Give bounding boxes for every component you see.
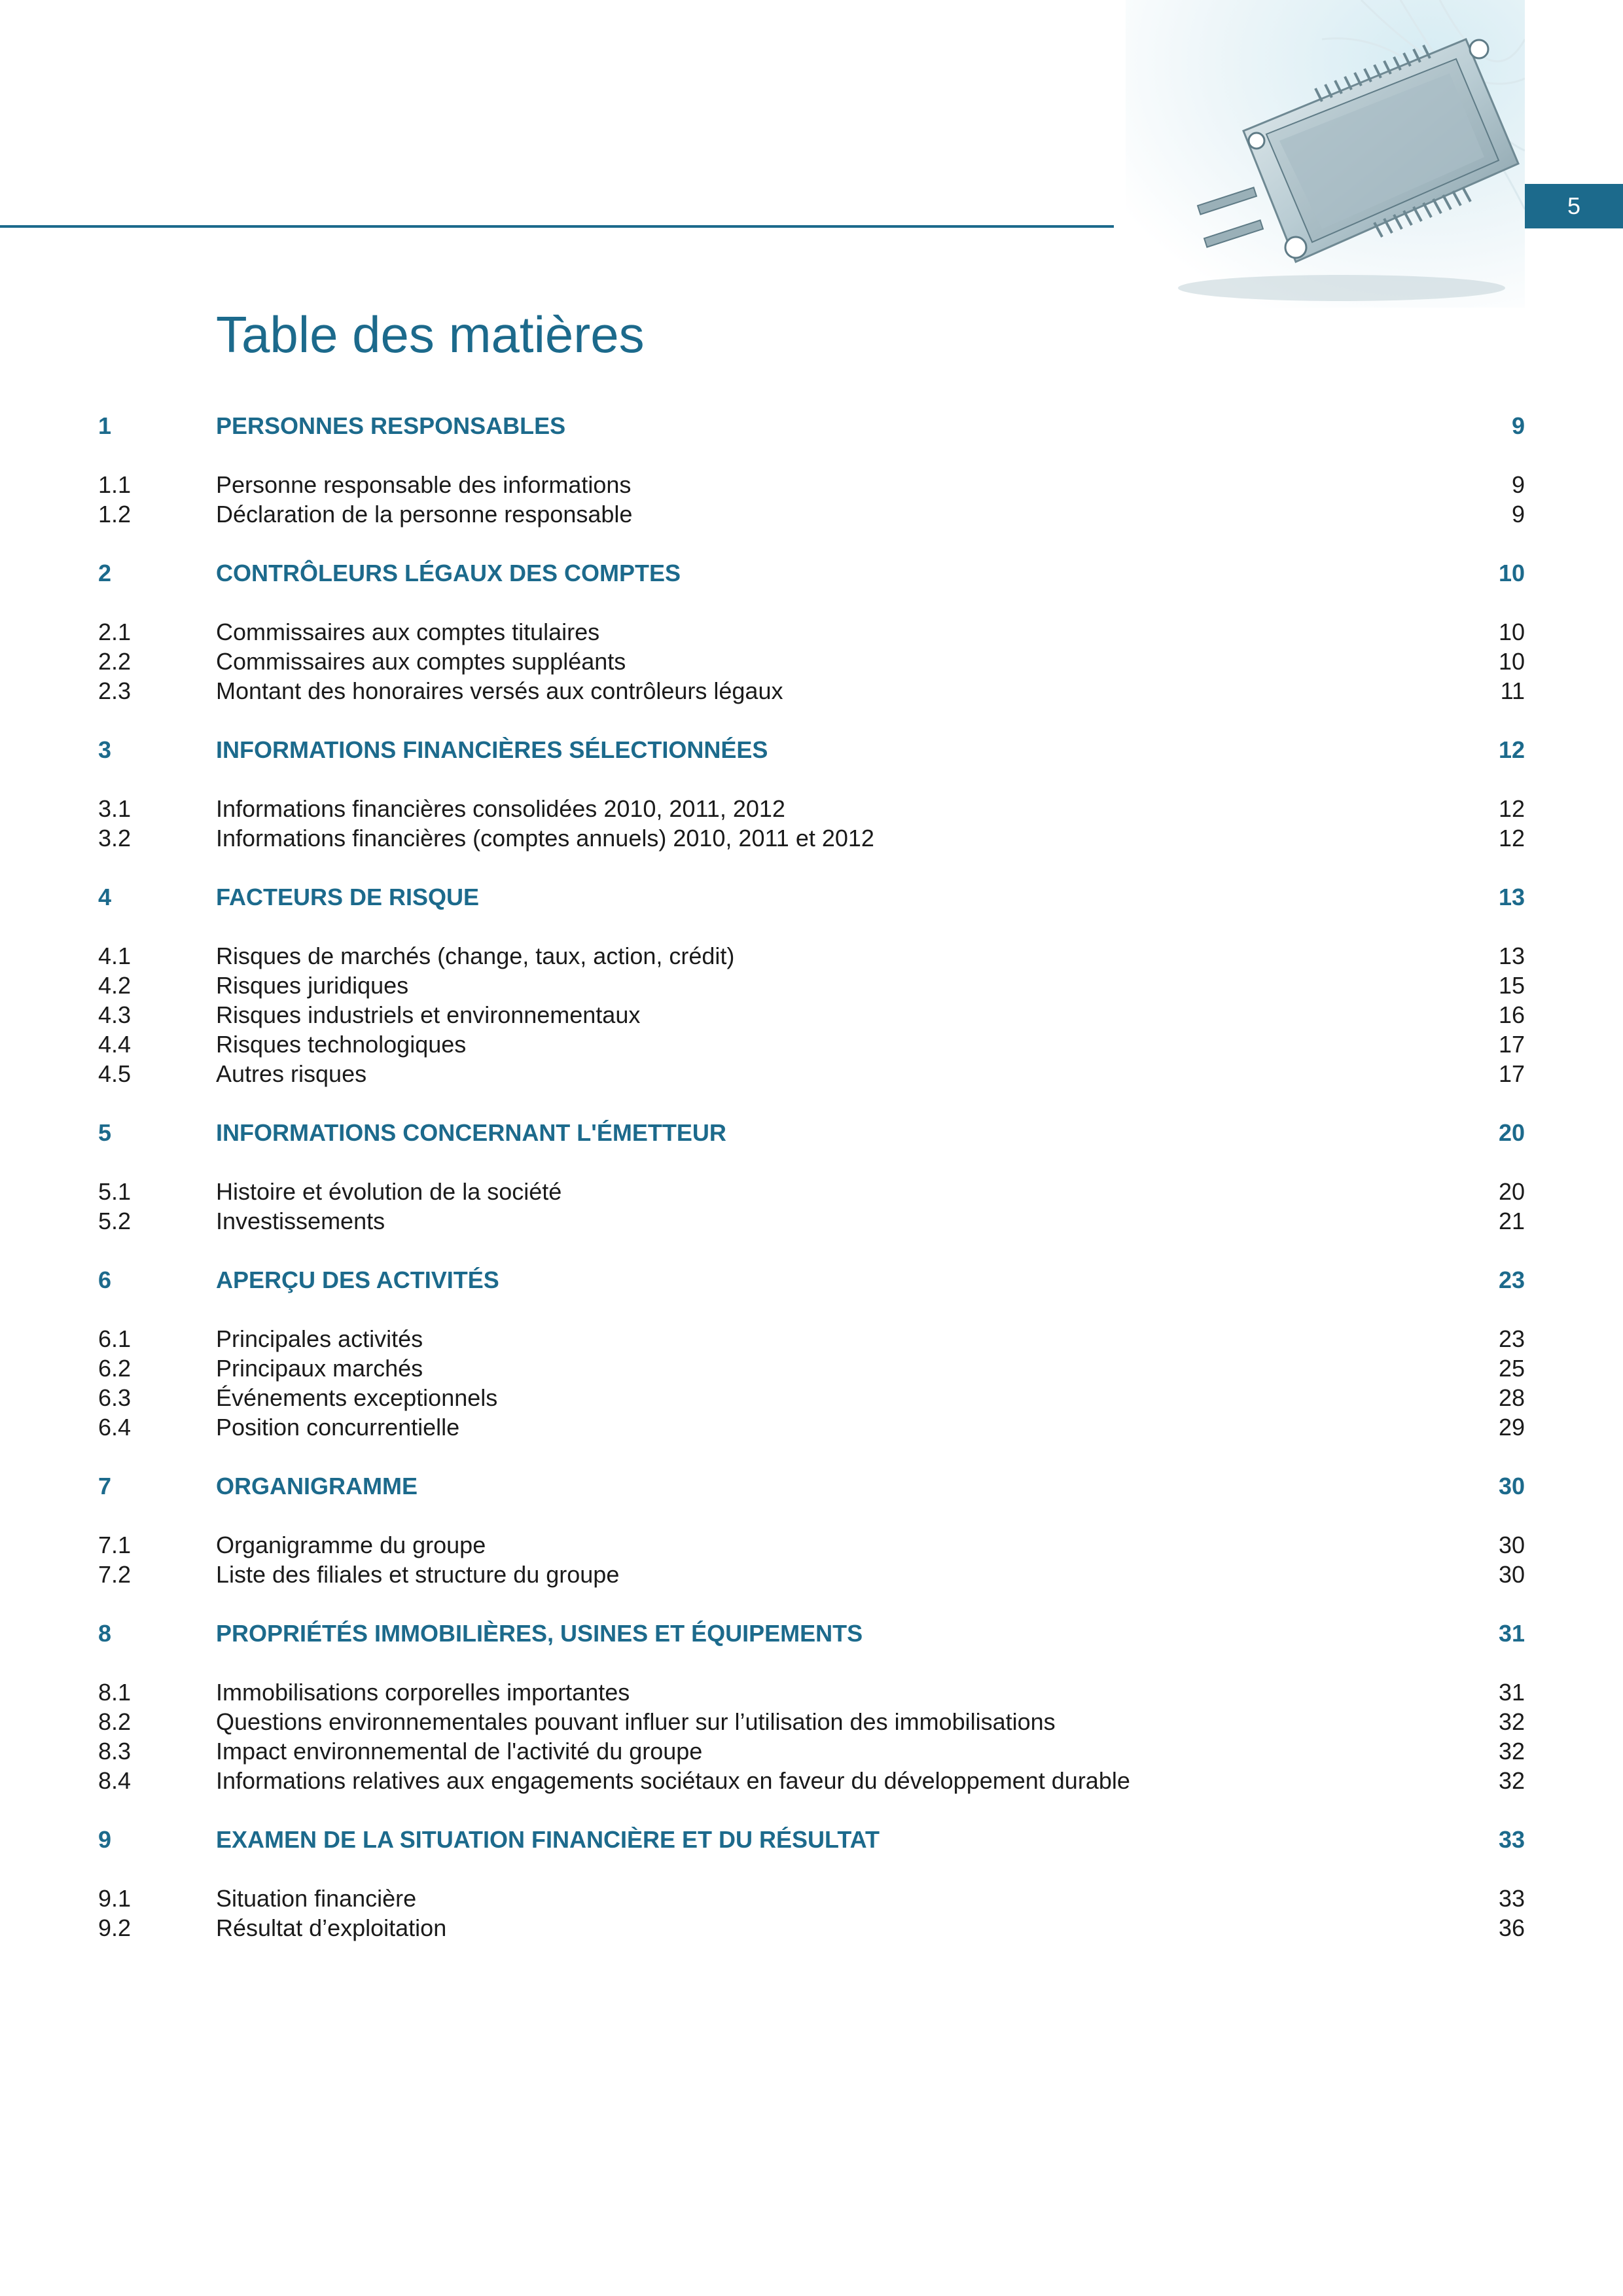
toc-entry-title: Informations financières consolidées 2010, 2011, 2012 [216,795,785,822]
toc-entry-page: 20 [1498,1178,1525,1205]
toc-entry-number: 7.2 [98,1561,132,1588]
toc-entry-page: 12 [1498,825,1525,852]
toc-entry-number: 2.2 [98,648,132,675]
toc-entry-title: Risques industriels et environnementaux [216,1001,641,1028]
toc-entry-page: 25 [1498,1355,1525,1382]
toc-spacer [98,1088,1525,1118]
toc-spacer [98,1295,1525,1324]
toc-entry-page: 29 [1498,1414,1525,1441]
toc-spacer [98,1854,1525,1884]
toc-section-row[interactable] [98,499,1525,529]
toc-entry-page: 9 [1511,471,1525,498]
toc-chapter-row[interactable] [98,1619,1525,1648]
electronic-package-illustration [1126,0,1525,308]
toc-section-row[interactable] [98,1736,1525,1766]
toc-entry-page: 13 [1498,884,1525,910]
table-of-contents [98,411,1525,1972]
toc-entry-number: 4.5 [98,1060,132,1087]
toc-section-row[interactable] [98,1000,1525,1030]
toc-entry-title: Événements exceptionnels [216,1384,498,1411]
toc-entry-page: 21 [1498,1208,1525,1234]
toc-entry-page: 17 [1498,1031,1525,1058]
toc-entry-page: 10 [1498,648,1525,675]
toc-entry-page: 13 [1498,942,1525,969]
toc-entry-title: Montant des honoraires versés aux contrôleurs légaux [216,677,783,704]
toc-title: Table des matières [216,306,645,363]
toc-entry-title: PERSONNES RESPONSABLES [216,412,566,439]
toc-entry-page: 15 [1498,972,1525,999]
toc-entry-page: 31 [1498,1620,1525,1647]
toc-entry-number: 4.1 [98,942,132,969]
toc-section-row[interactable] [98,794,1525,823]
toc-entry-page: 11 [1500,677,1525,704]
toc-entry-title: Impact environnemental de l'activité du groupe [216,1738,703,1765]
header-rule [0,225,1114,228]
toc-entry-number: 6.4 [98,1414,132,1441]
toc-entry-page: 23 [1498,1266,1525,1293]
toc-entry-title: INFORMATIONS FINANCIÈRES SÉLECTIONNÉES [216,736,768,763]
toc-section-row[interactable] [98,823,1525,853]
toc-entry-title: Principales activités [216,1325,423,1352]
toc-entry-number: 6.2 [98,1355,132,1382]
toc-entry-number: 6 [98,1266,112,1293]
toc-entry-title: Risques de marchés (change, taux, action, crédit) [216,942,735,969]
toc-section-row[interactable] [98,1059,1525,1088]
toc-spacer [98,1442,1525,1471]
toc-spacer [98,764,1525,794]
toc-entry-title: Risques technologiques [216,1031,467,1058]
toc-entry-number: 1 [98,412,112,439]
toc-entry-number: 4.3 [98,1001,132,1028]
toc-entry-number: 2.1 [98,619,132,645]
toc-section-row[interactable] [98,1707,1525,1736]
toc-entry-page: 12 [1498,795,1525,822]
toc-section-row[interactable] [98,1383,1525,1412]
toc-entry-page: 10 [1498,619,1525,645]
toc-entry-number: 2 [98,560,112,586]
toc-entry-title: PROPRIÉTÉS IMMOBILIÈRES, USINES ET ÉQUIPEMENTS [216,1620,863,1647]
toc-entry-page: 16 [1498,1001,1525,1028]
toc-spacer [98,1501,1525,1530]
toc-spacer [98,912,1525,941]
toc-spacer [98,1589,1525,1619]
toc-entry-number: 8.4 [98,1767,132,1794]
toc-entry-number: 8.2 [98,1708,132,1735]
toc-entry-number: 6.3 [98,1384,132,1411]
toc-section-row[interactable] [98,971,1525,1000]
toc-section-row[interactable] [98,647,1525,676]
toc-section-row[interactable] [98,1766,1525,1795]
toc-entry-number: 9 [98,1826,112,1853]
toc-entry-number: 1.1 [98,471,132,498]
toc-spacer [98,440,1525,470]
toc-entry-number: 7.1 [98,1532,132,1558]
toc-section-row[interactable] [98,1354,1525,1383]
toc-entry-number: 3.2 [98,825,132,852]
page-number-tab [1525,184,1623,228]
toc-entry-title: Résultat d’exploitation [216,1914,447,1941]
toc-entry-page: 33 [1498,1826,1525,1853]
toc-chapter-row[interactable] [98,1825,1525,1854]
toc-entry-page: 31 [1498,1679,1525,1706]
toc-section-row[interactable] [98,1530,1525,1560]
toc-entry-number: 4.2 [98,972,132,999]
toc-entry-number: 2.3 [98,677,132,704]
toc-section-row[interactable] [98,941,1525,971]
toc-entry-number: 8.3 [98,1738,132,1765]
toc-entry-title: ORGANIGRAMME [216,1473,418,1499]
toc-entry-title: Histoire et évolution de la société [216,1178,562,1205]
toc-section-row[interactable] [98,1884,1525,1913]
toc-spacer [98,1648,1525,1677]
toc-entry-page: 12 [1498,736,1525,763]
toc-entry-title: Organigramme du groupe [216,1532,486,1558]
toc-spacer [98,853,1525,882]
toc-entry-page: 30 [1498,1532,1525,1558]
toc-entry-page: 30 [1498,1473,1525,1499]
toc-entry-number: 5 [98,1119,112,1146]
toc-entry-page: 32 [1498,1767,1525,1794]
toc-spacer [98,1236,1525,1265]
toc-entry-page: 32 [1498,1708,1525,1735]
toc-entry-number: 4 [98,884,112,910]
toc-entry-title: Risques juridiques [216,972,409,999]
toc-entry-page: 9 [1511,412,1525,439]
toc-entry-page: 33 [1498,1885,1525,1912]
toc-entry-number: 8.1 [98,1679,132,1706]
toc-entry-number: 8 [98,1620,112,1647]
toc-section-row[interactable] [98,1412,1525,1442]
toc-entry-title: EXAMEN DE LA SITUATION FINANCIÈRE ET DU RÉSULTAT [216,1826,880,1853]
toc-spacer [98,706,1525,735]
toc-entry-number: 6.1 [98,1325,132,1352]
toc-entry-page: 9 [1511,501,1525,528]
toc-spacer [98,1147,1525,1177]
toc-entry-number: 1.2 [98,501,132,528]
toc-entry-title: Commissaires aux comptes titulaires [216,619,600,645]
toc-entry-page: 20 [1498,1119,1525,1146]
toc-entry-title: APERÇU DES ACTIVITÉS [216,1266,499,1293]
toc-chapter-row[interactable] [98,1471,1525,1501]
toc-entry-page: 30 [1498,1561,1525,1588]
toc-entry-page: 17 [1498,1060,1525,1087]
toc-chapter-row[interactable] [98,558,1525,588]
toc-section-row[interactable] [98,1206,1525,1236]
toc-section-row[interactable] [98,1677,1525,1707]
toc-entry-title: Informations financières (comptes annuels) 2010, 2011 et 2012 [216,825,874,852]
toc-entry-title: Informations relatives aux engagements sociétaux en faveur du développement durable [216,1767,1130,1794]
toc-chapter-row[interactable] [98,735,1525,764]
toc-entry-page: 28 [1498,1384,1525,1411]
toc-spacer [98,588,1525,617]
toc-entry-page: 36 [1498,1914,1525,1941]
toc-entry-number: 3.1 [98,795,132,822]
toc-spacer [98,1943,1525,1972]
toc-entry-title: Liste des filiales et structure du groupe [216,1561,620,1588]
toc-section-row[interactable] [98,1560,1525,1589]
toc-entry-title: CONTRÔLEURS LÉGAUX DES COMPTES [216,560,681,586]
toc-section-row[interactable] [98,1030,1525,1059]
toc-chapter-row[interactable] [98,1118,1525,1147]
toc-entry-number: 9.2 [98,1914,132,1941]
toc-entry-title: Investissements [216,1208,385,1234]
toc-entry-number: 3 [98,736,112,763]
toc-section-row[interactable] [98,1324,1525,1354]
toc-entry-title: Commissaires aux comptes suppléants [216,648,626,675]
toc-spacer [98,529,1525,558]
toc-chapter-row[interactable] [98,882,1525,912]
toc-entry-title: Questions environnementales pouvant influer sur l’utilisation des immobilisations [216,1708,1056,1735]
toc-entry-number: 9.1 [98,1885,132,1912]
toc-chapter-row[interactable] [98,1265,1525,1295]
toc-section-row[interactable] [98,676,1525,706]
toc-chapter-row[interactable] [98,411,1525,440]
toc-entry-title: INFORMATIONS CONCERNANT L'ÉMETTEUR [216,1119,726,1146]
toc-entry-title: Autres risques [216,1060,367,1087]
toc-entry-page: 32 [1498,1738,1525,1765]
toc-entry-number: 4.4 [98,1031,132,1058]
toc-entry-number: 5.1 [98,1178,132,1205]
toc-section-row[interactable] [98,1177,1525,1206]
toc-section-row[interactable] [98,617,1525,647]
toc-entry-title: Immobilisations corporelles importantes [216,1679,630,1706]
toc-entry-title: Déclaration de la personne responsable [216,501,633,528]
toc-section-row[interactable] [98,470,1525,499]
toc-entry-number: 5.2 [98,1208,132,1234]
toc-entry-page: 10 [1498,560,1525,586]
toc-entry-title: Situation financière [216,1885,417,1912]
toc-entry-page: 23 [1498,1325,1525,1352]
page-number: 5 [1567,192,1581,219]
toc-entry-title: Position concurrentielle [216,1414,460,1441]
toc-entry-title: Personne responsable des informations [216,471,632,498]
toc-spacer [98,1795,1525,1825]
toc-entry-title: Principaux marchés [216,1355,423,1382]
toc-entry-number: 7 [98,1473,112,1499]
toc-entry-title: FACTEURS DE RISQUE [216,884,480,910]
toc-section-row[interactable] [98,1913,1525,1943]
